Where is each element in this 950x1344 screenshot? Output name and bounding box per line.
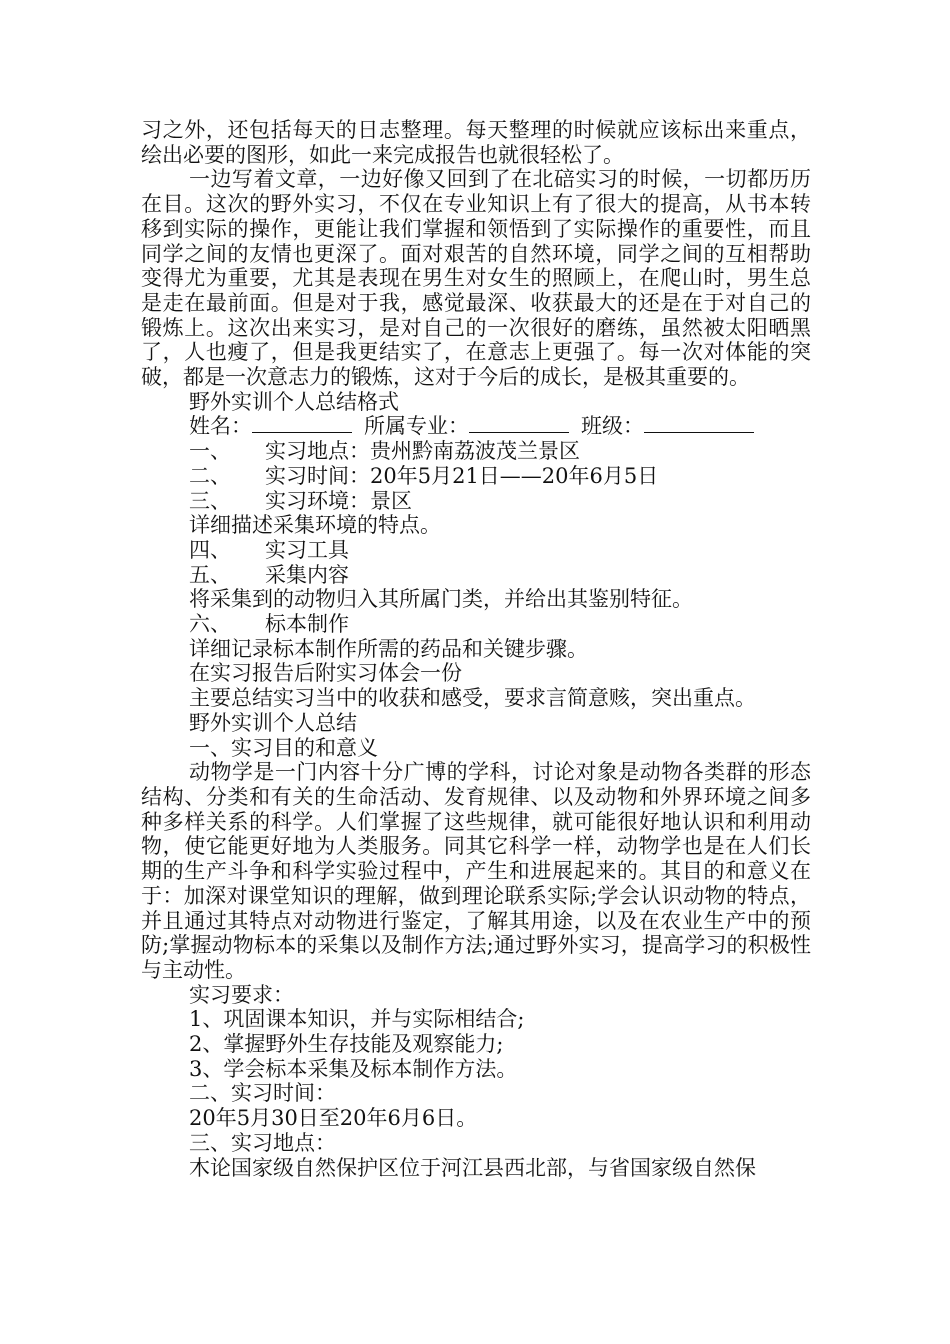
place-text: 木论国家级自然保护区位于河江县西北部，与省国家级自然保 (189, 1155, 756, 1180)
major-label: 所属专业： (364, 414, 469, 439)
section-heading-purpose: 一、实习目的和意义 (189, 735, 378, 760)
section-heading-place: 三、实习地点： (189, 1130, 336, 1155)
summary-title: 野外实训个人总结 (189, 710, 357, 735)
section-heading-time: 二、实习时间： (189, 1081, 336, 1106)
paragraph-reflection: 一边写着文章，一边好像又回到了在北碚实习的时候，一切都历历在目。这次的野外实习，不仅在专业知识上有了很大的提高，从书本转移到实际的操作，更能让我们掌握和领悟到了实际操作的重要性，而且同学之间的友情也更深了。面对艰苦的自然环境，同学之间的互相帮助变得尤为重要，尤其是表现在男生对女生的照顾上，在爬山时，男生总是走在最前面。但是对于我，感觉最深、收获最大的还是在于对自己的锻炼上。这次出来实习，是对自己的一次很好的磨练，虽然被太阳晒黑了，人也瘦了，但是我更结实了，在意志上更强了。每一次对体能的突破，都是一次意志力的锻炼，这对于今后的成长，是极其重要的。 (141, 167, 811, 390)
item-number: 二、 (189, 463, 231, 488)
format-item (141, 612, 811, 637)
item-text: 标本制作 (265, 612, 349, 637)
name-blank[interactable] (252, 414, 352, 433)
paragraph-purpose: 动物学是一门内容十分广博的学科，讨论对象是动物各类群的形态结构、分类和有关的生命活动、发育规律、以及动物和外界环境之间多种多样关系的科学。人们掌握了这些规律，就可能很好地认识和利用动物，使它能更好地为人类服务。同其它科学一样，动物学也是在人们长期的生产斗争和科学实验过程中，产生和进展起来的。其目的和意义在于：加深对课堂知识的理解，做到理论联系实际;学会认识动物的特点，并且通过其特点对动物进行鉴定，了解其用途，以及在农业生产中的预防;掌握动物标本的采集以及制作方法;通过野外实习，提高学习的积极性与主动性。 (141, 760, 811, 982)
collect-description: 将采集到的动物归入其所属门类，并给出其鉴别特征。 (189, 587, 693, 612)
item-number: 一、 (189, 439, 231, 464)
requirement-item: 1、巩固课本知识，并与实际相结合; (189, 1007, 525, 1032)
format-title: 野外实训个人总结格式 (189, 389, 399, 414)
attach-note: 在实习报告后附实习体会一份 (189, 661, 462, 686)
time-text: 20年5月30日至20年6月6日。 (189, 1106, 478, 1131)
format-item (141, 489, 811, 514)
item-number: 三、 (189, 488, 231, 513)
format-item (141, 439, 811, 464)
summary-note: 主要总结实习当中的收获和感受，要求言简意赅，突出重点。 (189, 686, 756, 711)
major-blank[interactable] (469, 414, 569, 433)
paragraph-intro: 习之外，还包括每天的日志整理。每天整理的时候就应该标出来重点，绘出必要的图形，如此一来完成报告也就很轻松了。 (141, 118, 811, 167)
form-line (141, 414, 811, 439)
requirement-item: 2、掌握野外生存技能及观察能力; (189, 1032, 504, 1057)
name-label: 姓名： (189, 414, 252, 439)
requirement-item: 3、学会标本采集及标本制作方法。 (189, 1056, 518, 1081)
env-description: 详细描述采集环境的特点。 (189, 513, 441, 538)
item-number: 五、 (189, 562, 231, 587)
item-text: 采集内容 (265, 562, 349, 587)
item-text: 实习时间：20年5月21日——20年6月5日 (265, 463, 659, 488)
item-number: 六、 (189, 612, 231, 637)
document-page (141, 118, 811, 1180)
format-item (141, 464, 811, 489)
item-text: 实习环境：景区 (265, 488, 412, 513)
class-label: 班级： (581, 414, 644, 439)
specimen-description: 详细记录标本制作所需的药品和关键步骤。 (189, 636, 588, 661)
format-item (141, 538, 811, 563)
item-text: 实习地点：贵州黔南荔波茂兰景区 (265, 439, 580, 464)
class-blank[interactable] (644, 414, 754, 433)
format-item (141, 563, 811, 588)
item-number: 四、 (189, 537, 231, 562)
item-text: 实习工具 (265, 537, 349, 562)
requirements-title: 实习要求： (189, 982, 294, 1007)
